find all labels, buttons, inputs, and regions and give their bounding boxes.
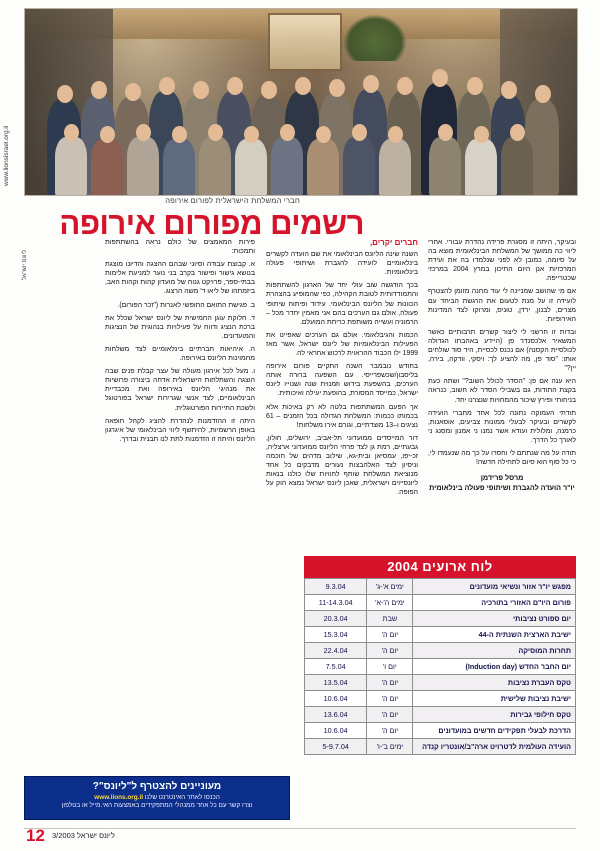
table-row[interactable] [305,691,576,707]
event-name: הדרכת לבעלי תפקידים חדשים במועדונים [413,723,576,739]
sidebar-note-strip: ליונס ישראל [22,249,28,280]
event-date: 5-9.7.04 [305,739,367,755]
paragraph: תודה על מה שנתתם לי וחסרו על כך מה שנעמדו לי, כי כל סוף הוא סיום לתחילה חדשה! [428,449,576,467]
photo-caption: חברי המשלחת הישראלית לפורום אירופה [165,196,300,205]
event-date: 11-14.3.04 [305,595,367,611]
paragraph: אם מי שהושב שמניינה לי עוד מחנה מזומן להצטרף לועידה זו על מנת לטעום את הרגשת הביחד עם מצרים, לבנון, ירדן, טוניס, ומרוקו לצד המדינות האירופיות. [428,288,576,323]
paragraph: אך הפעם המשתתפות בלטה לא רק באיכות אלא בכמותו ככמות: המשלחת הגדולה בכל הזמנים – 61 נציגים ו–13 מוצדתיים, וגורם אירו משלחות! [266,403,418,429]
event-name: יום החבר החדש (Induction day) [413,659,576,675]
promo-line-1: הכנסו לאתר האינטרנט שלנו [144,794,220,801]
photo-crowd [25,45,577,195]
event-date: 10.6.04 [305,723,367,739]
event-day: ימים ה'-א' [367,595,413,611]
page-title: רשמים מפורום אירופה [59,206,364,241]
promo-line-2: וצרו קשר עם כל אחד ממנהלי המתפקידים באמצעות האי.מייל או בטלפון [61,802,253,810]
paragraph: הכמות והגיבלאומי. אולם גם הערכים שאפיינו את הפעילות הבינלאומיות של ליונס ישראל, אשר מאז 1999 ילו הכבוד ההראוית לרכוש אחראי לה. [266,331,418,358]
event-day: יום ה' [367,691,413,707]
paragraph: ד. חלוקת עוגן החמישית של ליונס ישראל שכלל את ברכת הנציג ודווח על פעילויות בנהוגית של הנציגות והמועדונים. [105,314,255,340]
event-date: 20.3.04 [305,611,367,627]
article-column-left [105,238,255,448]
paragraph: היתה זו ההזדמנות לנהדרת להציג לקהל חופאה באופן הרשמיות, להיתשף ליווי הבינלאומי של איגרגון הליונס והיתה זו הזדמנות לתת לנו תבנית ובדרך. [105,417,255,443]
event-day: יום ה' [367,627,413,643]
sidebar-url-strip [2,16,22,186]
paragraph: ה. איהיאות חברתיים בינלאומיים לצד משלחות מחמוינות הליונס באירופה. [105,345,255,363]
paragraph: דור המייסדים ממועדוני תל-אביב, ירושלים, חולון, גבעתיים, רמת גן לצד פרחי הליונס ממועדוני ארצליה, זכ-יפו, עמסיאן ובית-גא, שילוב מדהים של חוכמה וניסיון לצד האלהבצות נעורים מדבקים כל אחד מנוציאת המשלחת שותף לחוויות שלו כולנו בנאות ליונסייוים וישראלית, שאכן ליונס ישראל נמצא הוק על הפופה. [266,434,418,497]
event-name: טקס חילופי גבירות [413,707,576,723]
table-row[interactable] [305,627,576,643]
article-column-right [428,238,576,492]
sidebar-url-text: www.lionsisrael.org.il [3,125,10,186]
table-row[interactable] [305,675,576,691]
event-date: 22.4.04 [305,643,367,659]
article-column-middle [266,238,418,501]
event-date: 13.5.04 [305,675,367,691]
footer-divider [24,828,576,829]
paragraph: ובדות זו חרשני לי ליצור קשרים תרבותיים כאשר המשאיר אלכסנדר פן (היידע באהבתו הגדולה לכולסיית הקסנה) אם נכנס לכסיית, היד סוד שולחים אותו: "סוד פן, מה להציע לך: ויסקי, וודקה, בירה, יין?" [428,328,576,373]
event-day: ימים ב'-ו' [367,739,413,755]
event-name: ישיבת הארצית השנתית ה-44 [413,627,576,643]
paragraph: תודתי העמוקה נתונה לכל אחד מחברי הועידה לקשרים ובעיקר לבעלי ממונות צביעים, אוסאנות, כרמנה, ומלולית ועודא אשר נמנו ני אמנון ומסנג ני לאורך כל הדרך. [428,409,576,444]
event-day: יום ה' [367,643,413,659]
join-promo-box[interactable] [24,776,290,820]
events-table-block [304,556,576,755]
paragraph: היא ענה אם פן: "הסדר לכולל השוב?" ושתה כעת בקצת התודות, גם בשבילי הסדר לא חשוב, כנראה בניחותי ופירץ שיכור מהמחויות שנצרנו יחד. [428,378,576,404]
event-date: 7.5.04 [305,659,367,675]
event-name: טקס העברת נציבות [413,675,576,691]
event-date: 10.6.04 [305,691,367,707]
paragraph: השנה שינה הליונס הבינלאומי את שם הועדה לקשרים בינלאומיים לועידה להגברת ושיתופי פעולה בינלאומיות. [266,251,418,277]
promo-url-link[interactable]: www.lions.org.il [94,794,144,801]
event-day: יום ה' [367,707,413,723]
table-row[interactable] [305,723,576,739]
page-number: 12 [26,826,45,845]
paragraph: בכך הודגשה שוב עולי יחד של הארגון להשתתפות והתמודדותית לטובת הקהילה, כפי שהמופיע בהצהרת הכוונות של הליונס הבינלאומי. עידוד ופיתוח שיתופי פעולה, אולם גם הערכים בהם אני מאמין יחדר מכל – הרמוניה ועשייה משותפת כריתת המועלם. [266,282,418,326]
paragraph: ובעיקר, היתה זו מסגרת פרידה נהדרת עבורי. אחרי ליווי כה ממושך של המשלחת הבינלאומית מוצא בה על סיומה, כמובן לא לפני שנלמדו בה את ועידת המרכזיות אנן היום התיכון במרץ 2004 במרכזי שכטרייפה. [428,239,576,283]
paragraph: ב. פגישת התואם החופשי לאנרות ("זכר הפורום). [117,301,255,309]
event-day: יום ה' [367,675,413,691]
event-day: יום ה' [367,723,413,739]
table-row[interactable] [305,611,576,627]
paragraph: פירות המאמצים של כולם נראה בהשתתפות ותמכות: [105,239,255,256]
group-photo [24,8,578,196]
event-day: ימים א'-ג' [367,579,413,595]
column-heading: חברים יקרים, [369,238,418,247]
paragraph: בחודש נובמבר השנה התקיים פורום אירופה בליסבון/שכשפרייסי. עם השפעה ברורה אותה הערכים, בהשפעת בידוש וזמנוית שנה ושנוייו ליונס ישראל, כמייסד המסורת, בהופעת יעילה ואיכותית. [266,363,418,398]
event-date: 9.3.04 [305,579,367,595]
signature-name: מרסל פרידמן [480,473,524,483]
paragraph: א. קבוצת עבודה וסיוני שבהם ההצגה והדיונו מוצגת בנושא גישור ופישור בקרב בני נוער למניעת אלימות בבתי-ספר, פרויקט גנוח של מועדון קהות וקהות האב, ביזמתהו של ליאו ד' משה הרצוג. [105,261,255,296]
event-date: 15.3.04 [305,627,367,643]
table-row[interactable] [305,739,576,755]
event-name: יום ספורט נציבותי [413,611,576,627]
event-name: הועידה העולמית לדטרויט ארה"ב/אונטריו קנדה [413,739,576,755]
event-name: ישיבת נציבות שלישית [413,691,576,707]
table-row[interactable] [305,595,576,611]
promo-title: מעוניינים להצטרף ל"ליונס"? [92,781,222,792]
paragraph: ו. מעל לכל אירגון מעולה של עצר קבלת פנים שבה הוצגה והשתלחות הישראלית אדחה ביצורה פרושיות את מנהיגי הליונס באירופה ואת מכבדיית הבינלאומיים, לצד אנשי שגרירות ישראל בפורטוגל ולשכת התיירות הפורטוגלית. [105,368,255,412]
table-row[interactable] [305,659,576,675]
event-name: תחרות המוסיקה [413,643,576,659]
events-table [304,578,576,755]
footer-text: ליונס ישראל 3/2003 [52,831,115,840]
event-date: 13.6.04 [305,707,367,723]
table-row[interactable] [305,643,576,659]
signature-role: יו"ר הועדה להגברת ושיתופי פעולה בינלאומית [429,482,575,492]
event-day: שבת [367,611,413,627]
events-table-title: לוח ארועים 2004 [304,556,576,578]
table-row[interactable] [305,707,576,723]
event-name: פורום היו"ם האזורי בתורכיה [413,595,576,611]
table-row[interactable] [305,579,576,595]
event-day: יום ו' [367,659,413,675]
event-name: מפגש יו"ר אזור ונשיאי מועדונים [413,579,576,595]
